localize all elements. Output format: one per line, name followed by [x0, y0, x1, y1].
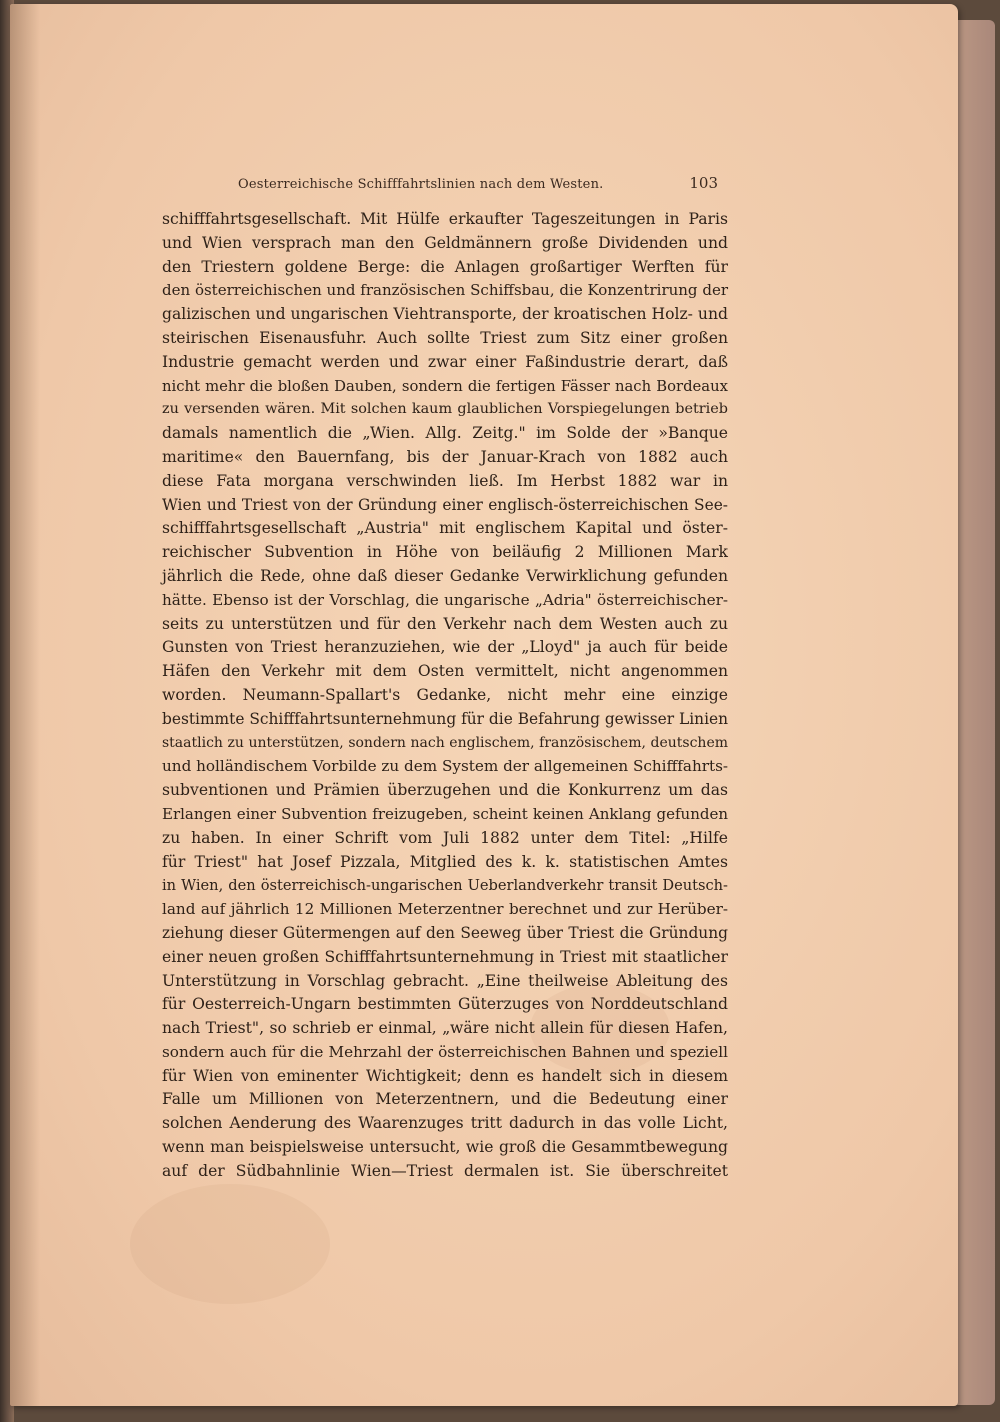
text-line: hätte. Ebenso ist der Vorschlag, die ungarische „Adria" österreichischer- [162, 590, 728, 609]
body-text [162, 208, 728, 1184]
text-line: schifffahrtsgesellschaft. Mit Hülfe erkaufter Tageszeitungen in Paris [162, 210, 728, 228]
text-line: sondern auch für die Mehrzahl der österreichischen Bahnen und speziell [162, 1042, 728, 1061]
text-line: auf der Südbahnlinie Wien—Triest dermalen ist. Sie überschreitet [162, 1161, 728, 1180]
text-line: den österreichischen und französischen Schiffsbau, die Konzentrirung der [162, 281, 728, 300]
text-line: für Oesterreich-Ungarn bestimmten Güterzuges von Norddeutschland [162, 995, 728, 1014]
text-line: zu versenden wären. Mit solchen kaum glaublichen Vorspiegelungen betrieb [162, 401, 728, 418]
text-line: solchen Aenderung des Waarenzuges tritt dadurch in das volle Licht, [162, 1114, 728, 1133]
text-line: subventionen und Prämien überzugehen und die Konkurrenz um das [162, 781, 728, 800]
running-title: Oesterreichische Schifffahrtslinien nach dem Westen. [238, 177, 604, 192]
text-line: und Wien versprach man den Geldmännern große Dividenden und [162, 233, 728, 252]
text-line: ziehung dieser Gütermengen auf den Seeweg über Triest die Gründung [162, 923, 728, 942]
text-line: Erlangen einer Subvention freizugeben, scheint keinen Anklang gefunden [162, 804, 728, 823]
text-line: zu haben. In einer Schrift vom Juli 1882 unter dem Titel: „Hilfe [162, 828, 728, 847]
text-line: nach Triest", so schrieb er einmal, „wäre nicht allein für diesen Hafen, [162, 1019, 728, 1038]
text-line: worden. Neumann-Spallart's Gedanke, nicht mehr eine einzige [162, 685, 728, 704]
text-line: diese Fata morgana verschwinden ließ. Im Herbst 1882 war in [162, 471, 728, 490]
text-line: schifffahrtsgesellschaft „Austria" mit englischem Kapital und öster- [162, 519, 728, 538]
text-line: Wien und Triest von der Gründung einer englisch-österreichischen See- [162, 495, 728, 514]
text-line: Gunsten von Triest heranzuziehen, wie der „Lloyd" ja auch für beide [162, 638, 728, 657]
text-line: damals namentlich die „Wien. Allg. Zeitg." im Solde der »Banque [162, 424, 728, 443]
text-line: für Wien von eminenter Wichtigkeit; denn es handelt sich in diesem [162, 1066, 728, 1085]
text-line: land auf jährlich 12 Millionen Meterzentner berechnet und zur Herüber- [162, 900, 728, 919]
text-line: jährlich die Rede, ohne daß dieser Gedanke Verwirklichung gefunden [162, 566, 728, 585]
text-line: wenn man beispielsweise untersucht, wie groß die Gesammtbewegung [162, 1138, 728, 1157]
text-line: galizischen und ungarischen Viehtransporte, der kroatischen Holz- und [162, 305, 728, 324]
text-line: staatlich zu unterstützen, sondern nach englischem, französischem, deutschem [162, 734, 728, 751]
text-line: den Triestern goldene Berge: die Anlagen großartiger Werften für [162, 257, 728, 276]
page-number: 103 [689, 174, 718, 192]
text-line: Unterstützung in Vorschlag gebracht. „Eine theilweise Ableitung des [162, 971, 728, 990]
text-line: maritime« den Bauernfang, bis der Januar-Krach von 1882 auch [162, 447, 728, 466]
paper-stain [130, 1184, 330, 1304]
running-header [238, 174, 718, 192]
text-line: seits zu unterstützen und für den Verkehr nach dem Westen auch zu [162, 614, 728, 633]
text-line: steirischen Eisenausfuhr. Auch sollte Triest zum Sitz einer großen [162, 328, 728, 347]
text-line: in Wien, den österreichisch-ungarischen Ueberlandverkehr transit Deutsch- [162, 877, 728, 895]
text-line: für Triest" hat Josef Pizzala, Mitglied des k. k. statistischen Amtes [162, 852, 728, 871]
text-line: und holländischem Vorbilde zu dem System der allgemeinen Schifffahrts- [162, 757, 729, 776]
text-line: Falle um Millionen von Meterzentnern, und die Bedeutung einer [162, 1090, 728, 1109]
text-line: einer neuen großen Schifffahrtsunternehmung in Triest mit staatlicher [162, 947, 728, 966]
text-line: bestimmte Schifffahrtsunternehmung für die Befahrung gewisser Linien [162, 709, 729, 728]
text-line: reichischer Subvention in Höhe von beiläufig 2 Millionen Mark [162, 543, 728, 562]
page-gutter-shadow [10, 4, 40, 1406]
text-line: Industrie gemacht werden und zwar einer Faßindustrie derart, daß [162, 352, 728, 371]
text-line: nicht mehr die bloßen Dauben, sondern die fertigen Fässer nach Bordeaux [162, 377, 728, 395]
text-line: Häfen den Verkehr mit dem Osten vermittelt, nicht angenommen [162, 662, 728, 681]
